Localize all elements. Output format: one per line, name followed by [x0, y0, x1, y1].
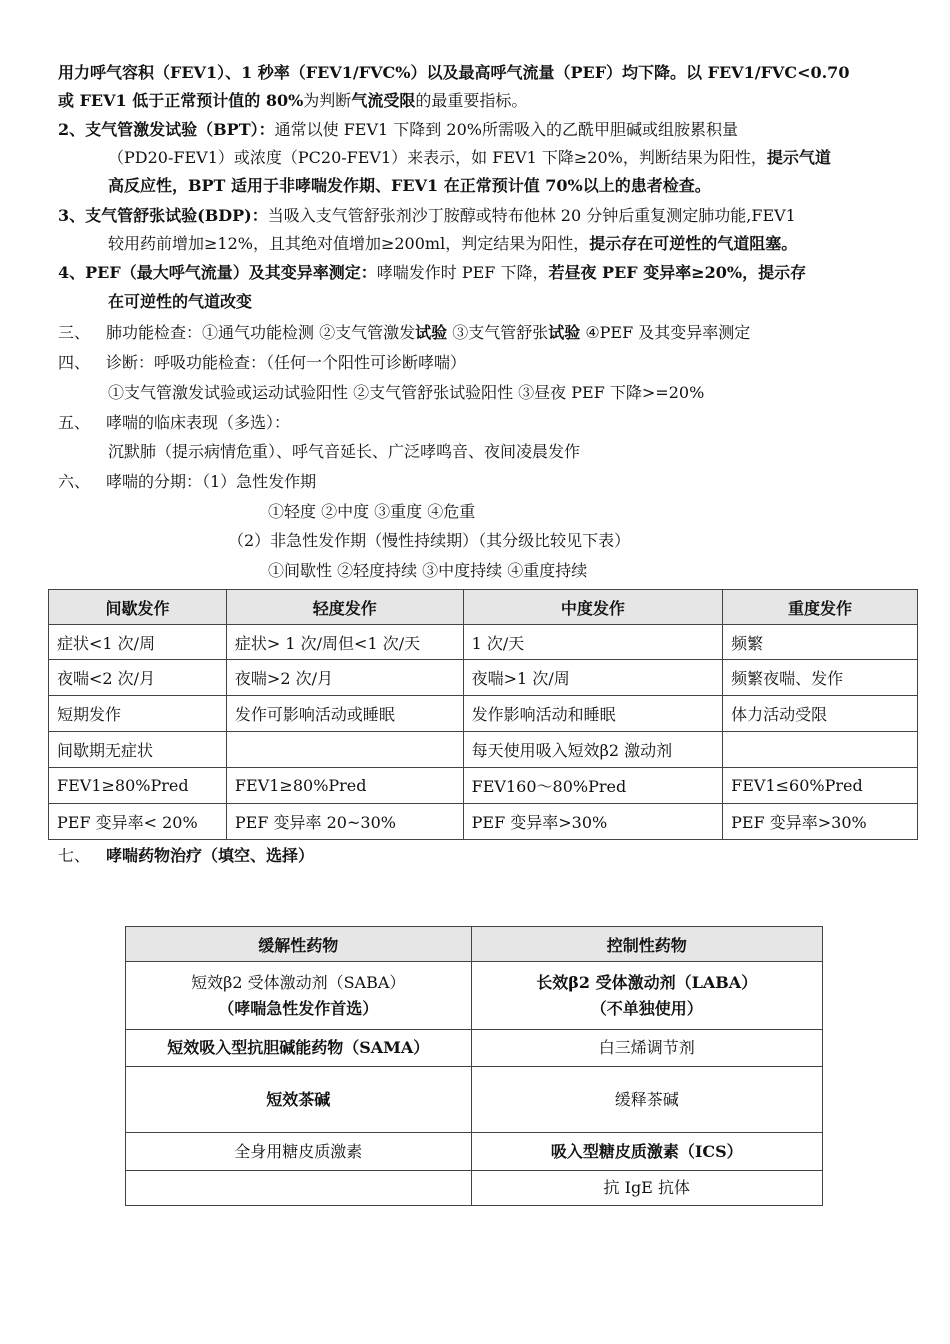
drug-header-reliever: 缓解性药物 — [126, 927, 472, 962]
table-cell — [126, 962, 472, 1030]
section-6-acute: ①轻度 ②中度 ③重度 ④危重 — [268, 502, 476, 521]
table-cell: 白三烯调节剂 — [471, 1030, 823, 1067]
fev-line-2-d: 的最重要指标。 — [415, 91, 528, 110]
table-cell: 吸入型糖皮质激素（ICS） — [471, 1133, 823, 1171]
bdp-line-2-b: 提示存在可逆性的气道阻塞。 — [589, 234, 798, 253]
section-4-sub: ①支气管激发试验或运动试验阳性 ②支气管舒张试验阳性 ③昼夜 PEF 下降>=20% — [108, 383, 705, 402]
table-cell — [126, 1171, 472, 1206]
table-cell: PEF 变异率>30% — [723, 804, 918, 840]
table-row — [126, 1133, 823, 1171]
grading-header-intermittent: 间歇发作 — [49, 590, 227, 625]
drug-table-header-row — [126, 927, 823, 962]
grading-table-header-row — [49, 590, 918, 625]
section-5-num: 五、 — [58, 413, 91, 432]
table-row — [126, 1030, 823, 1067]
section-6-chronic: ①间歇性 ②轻度持续 ③中度持续 ④重度持续 — [268, 561, 588, 580]
table-row — [126, 962, 823, 1030]
table-cell: FEV1≤60%Pred — [723, 768, 918, 804]
section-4-text: 诊断：呼吸功能检查：（任何一个阳性可诊断哮喘） — [106, 353, 467, 372]
table-row — [49, 804, 918, 840]
section-7-text: 哮喘药物治疗（填空、选择） — [106, 846, 315, 865]
table-cell: 每天使用吸入短效β2 激动剂 — [463, 732, 722, 768]
bdp-line-2 — [108, 233, 797, 255]
laba-note: （不单独使用） — [590, 998, 703, 1018]
table-cell: FEV160～80%Pred — [463, 768, 722, 804]
fev-line-2-b: 为判断 — [303, 91, 352, 110]
bdp-line-2-a: 较用药前增加≥12%，且其绝对值增加≥200ml，判定结果为阳性， — [108, 234, 590, 253]
saba-note: （哮喘急性发作首选） — [218, 998, 379, 1018]
pef-title: 4、PEF（最大呼气流量）及其变异率测定： — [58, 263, 377, 282]
table-cell: 频繁夜喘、发作 — [723, 660, 918, 696]
pef-line-1-end: 若昼夜 PEF 变异率≥20%，提示存 — [548, 263, 807, 282]
bdp-line-1 — [58, 205, 796, 227]
pef-line-1 — [58, 262, 806, 284]
table-row — [49, 696, 918, 732]
pef-line-2: 在可逆性的气道改变 — [108, 292, 253, 311]
bpt-line-2-b: 提示气道 — [766, 148, 831, 167]
table-cell: 发作影响活动和睡眠 — [463, 696, 722, 732]
table-row — [49, 660, 918, 696]
table-cell: 症状> 1 次/周但<1 次/天 — [226, 625, 463, 660]
section-3-t1: ①通气功能检测 ②支气管激发 — [202, 323, 416, 342]
section-3-t4: 试验 — [548, 323, 581, 342]
table-cell: 夜喘>2 次/月 — [226, 660, 463, 696]
section-3-t3: ③支气管舒张 — [447, 323, 549, 342]
section-5 — [58, 412, 290, 434]
section-3-t5: ④PEF 及其变异率测定 — [580, 323, 751, 342]
table-cell: PEF 变异率>30% — [463, 804, 722, 840]
bpt-title: 2、支气管激发试验（BPT）： — [58, 120, 275, 139]
section-3-label: 肺功能检查： — [106, 323, 203, 342]
section-7 — [58, 845, 314, 867]
fev-line-1: 用力呼气容积（FEV1）、1 秒率（FEV1/FVC%）以及最高呼气流量（PEF）均下降。以 FEV1/FVC<0.70 — [58, 63, 850, 82]
table-cell — [471, 962, 823, 1030]
section-3-num: 三、 — [58, 323, 91, 342]
bpt-line-3: 高反应性，BPT 适用于非哮喘发作期、FEV1 在正常预计值 70%以上的患者检查。 — [108, 176, 711, 195]
section-4-num: 四、 — [58, 353, 91, 372]
section-6 — [58, 471, 316, 493]
section-5-text: 哮喘的临床表现（多选）： — [106, 413, 291, 432]
table-cell: 夜喘<2 次/月 — [49, 660, 227, 696]
table-row — [126, 1171, 823, 1206]
section-6-num: 六、 — [58, 472, 91, 491]
pef-line-1-mid: 哮喘发作时 PEF 下降， — [376, 263, 549, 282]
table-cell: FEV1≥80%Pred — [49, 768, 227, 804]
fev-line-2-c: 气流受限 — [351, 91, 416, 110]
fev-line-2 — [58, 90, 527, 112]
asthma-grading-table — [48, 589, 918, 840]
drug-header-controller: 控制性药物 — [471, 927, 823, 962]
bdp-line-1-rest: 当吸入支气管舒张剂沙丁胺醇或特布他林 20 分钟后重复测定肺功能,FEV1 — [267, 206, 796, 225]
table-cell: PEF 变异率< 20% — [49, 804, 227, 840]
table-cell: 短效茶碱 — [126, 1067, 472, 1133]
fev-line-2-a: 或 FEV1 低于正常预计值的 80% — [58, 91, 304, 110]
table-cell: 发作可影响活动或睡眠 — [226, 696, 463, 732]
table-cell: 缓释茶碱 — [471, 1067, 823, 1133]
bpt-line-2 — [108, 147, 831, 169]
table-cell: 症状<1 次/周 — [49, 625, 227, 660]
grading-header-mild: 轻度发作 — [226, 590, 463, 625]
bpt-line-1 — [58, 119, 738, 141]
table-cell: 间歇期无症状 — [49, 732, 227, 768]
section-6-chronic-title: （2）非急性发作期（慢性持续期）（其分级比较见下表） — [228, 531, 631, 550]
table-cell: 频繁 — [723, 625, 918, 660]
grading-header-severe: 重度发作 — [723, 590, 918, 625]
table-row — [49, 732, 918, 768]
asthma-drug-table — [125, 926, 823, 1206]
table-cell: 1 次/天 — [463, 625, 722, 660]
section-4 — [58, 352, 466, 374]
table-cell: 短期发作 — [49, 696, 227, 732]
table-cell: 抗 IgE 抗体 — [471, 1171, 823, 1206]
table-cell: PEF 变异率 20~30% — [226, 804, 463, 840]
table-cell: FEV1≥80%Pred — [226, 768, 463, 804]
saba-name: 短效β2 受体激动剂（SABA） — [191, 972, 406, 992]
table-cell — [723, 732, 918, 768]
bpt-line-1-rest: 通常以使 FEV1 下降到 20%所需吸入的乙酰甲胆碱或组胺累积量 — [274, 120, 738, 139]
section-3-t2: 试验 — [415, 323, 448, 342]
table-cell — [226, 732, 463, 768]
section-5-sub: 沉默肺（提示病情危重）、呼气音延长、广泛哮鸣音、夜间凌晨发作 — [108, 442, 581, 461]
grading-header-moderate: 中度发作 — [463, 590, 722, 625]
table-row — [49, 768, 918, 804]
table-cell: 短效吸入型抗胆碱能药物（SAMA） — [126, 1030, 472, 1067]
section-3 — [58, 322, 750, 344]
table-row — [126, 1067, 823, 1133]
section-7-num: 七、 — [58, 846, 91, 865]
section-6-text: 哮喘的分期：（1）急性发作期 — [106, 472, 317, 491]
table-row — [49, 625, 918, 660]
laba-name: 长效β2 受体激动剂（LABA） — [536, 972, 758, 992]
table-cell: 全身用糖皮质激素 — [126, 1133, 472, 1171]
table-cell: 体力活动受限 — [723, 696, 918, 732]
bdp-title: 3、支气管舒张试验(BDP)： — [58, 206, 268, 225]
bpt-line-2-a: （PD20-FEV1）或浓度（PC20-FEV1）来表示，如 FEV1 下降≥20%，判断结果为阳性， — [108, 148, 767, 167]
table-cell: 夜喘>1 次/周 — [463, 660, 722, 696]
